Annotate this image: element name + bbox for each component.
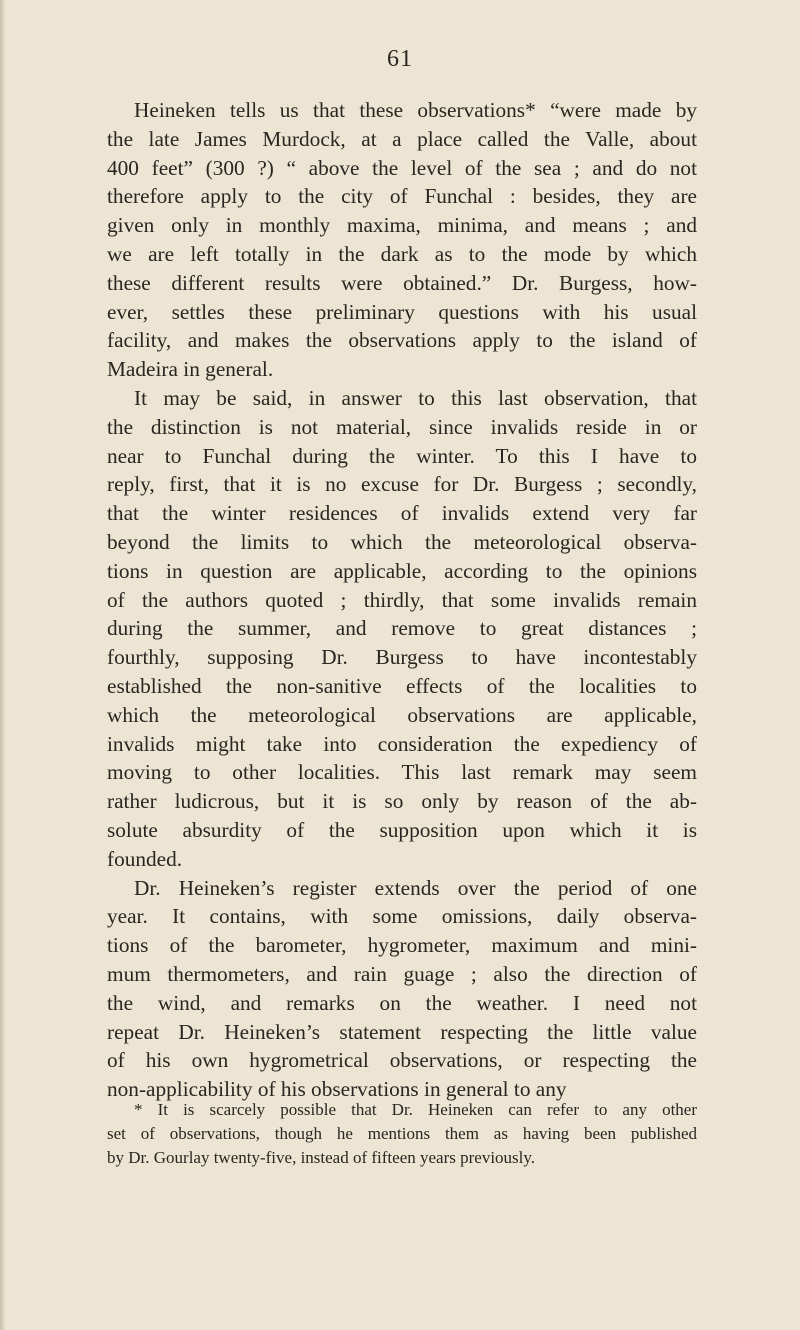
text-line: tions of the barometer, hygrometer, maximum and mini- — [107, 933, 697, 958]
text-line: established the non-sanitive effects of the localities to — [107, 673, 697, 698]
footnote-line: set of observations, though he mentions them as having been published — [107, 1124, 697, 1143]
text-line: repeat Dr. Heineken’s statement respecting the little value — [107, 1019, 697, 1044]
text-line: rather ludicrous, but it is so only by reason of the ab- — [107, 789, 697, 814]
text-line: Heineken tells us that these observations* “were made by — [134, 98, 697, 122]
page-number: 61 — [387, 46, 413, 72]
text-line: we are left totally in the dark as to the mode by which — [107, 241, 697, 266]
text-line: year. It contains, with some omissions, daily observa- — [107, 904, 697, 929]
text-line: Madeira in general. — [107, 357, 274, 382]
text-line: facility, and makes the observations apply to the island of — [107, 328, 697, 353]
text-line: Dr. Heineken’s register extends over the period of one — [134, 875, 697, 900]
text-line: 400 feet” (300 ?) “ above the level of the sea ; and do not — [107, 155, 697, 180]
text-line: reply, first, that it is no excuse for Dr. Burgess ; secondly, — [107, 472, 697, 497]
text-line: given only in monthly maxima, minima, and means ; and — [107, 213, 697, 238]
text-line: non-applicability of his observations in general to any — [107, 1077, 567, 1102]
text-line: tions in question are applicable, according to the opinions — [107, 558, 697, 583]
text-line: founded. — [107, 846, 183, 871]
text-line: ever, settles these preliminary questions with his usual — [107, 299, 697, 324]
text-line: of his own hygrometrical observations, or respecting the — [107, 1048, 697, 1073]
text-line: It may be said, in answer to this last observation, that — [134, 385, 697, 410]
footnote — [107, 1098, 697, 1170]
text-line: therefore apply to the city of Funchal : besides, they are — [107, 184, 697, 209]
body-text — [107, 96, 697, 1104]
text-line: solute absurdity of the supposition upon which it is — [107, 817, 697, 842]
text-line: invalids might take into consideration the expediency of — [107, 731, 697, 756]
text-line: of the authors quoted ; thirdly, that some invalids remain — [107, 587, 697, 612]
text-line: fourthly, supposing Dr. Burgess to have incontestably — [107, 645, 697, 670]
text-line: mum thermometers, and rain guage ; also the direction of — [107, 961, 697, 986]
text-line: moving to other localities. This last remark may seem — [107, 760, 697, 785]
footnote-line: * It is scarcely possible that Dr. Heineken can refer to any other — [134, 1100, 697, 1119]
text-line: near to Funchal during the winter. To this I have to — [107, 443, 697, 468]
text-line: the distinction is not material, since invalids reside in or — [107, 414, 697, 439]
text-line: which the meteorological observations are applicable, — [107, 702, 697, 727]
text-line: these different results were obtained.” Dr. Burgess, how- — [107, 270, 697, 295]
text-line: beyond the limits to which the meteorological observa- — [107, 529, 697, 554]
text-line: that the winter residences of invalids extend very far — [107, 501, 697, 526]
page-binding-edge — [0, 0, 6, 1330]
footnote-line: by Dr. Gourlay twenty-five, instead of fifteen years previously. — [107, 1148, 536, 1167]
text-line: during the summer, and remove to great distances ; — [107, 616, 697, 641]
text-line: the wind, and remarks on the weather. I need not — [107, 990, 697, 1015]
text-line: the late James Murdock, at a place called the Valle, about — [107, 126, 697, 151]
